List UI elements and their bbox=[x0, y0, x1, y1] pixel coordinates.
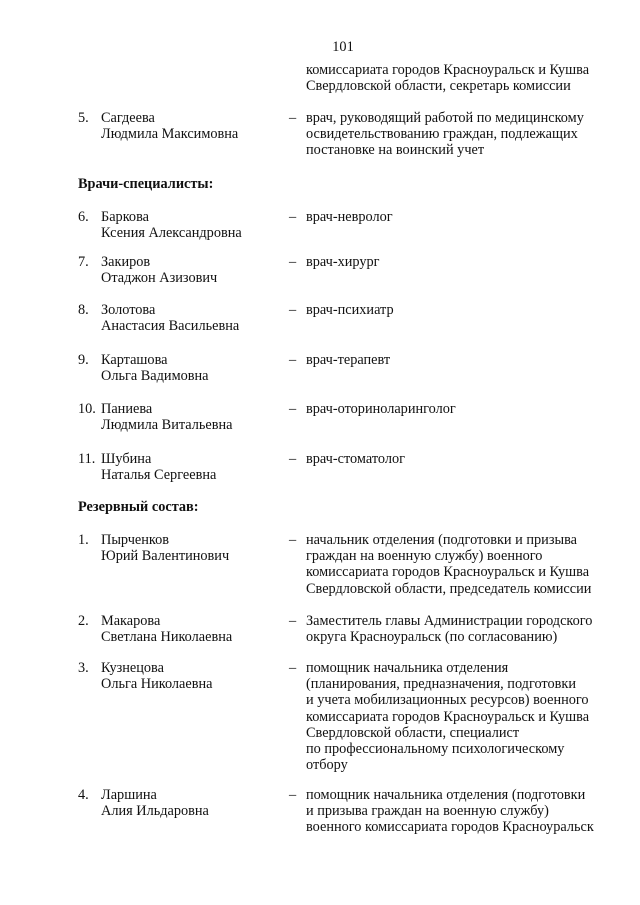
dash-separator: – bbox=[289, 660, 297, 676]
given-names: Ксения Александровна bbox=[101, 225, 242, 242]
given-names: Анастасия Васильевна bbox=[101, 318, 240, 335]
entry-number: 8. bbox=[78, 302, 89, 318]
role-line: постановке на воинский учет bbox=[306, 142, 485, 159]
dash-separator: – bbox=[289, 532, 297, 548]
dash-separator: – bbox=[289, 254, 297, 270]
surname: Золотова bbox=[101, 302, 156, 318]
entry-number: 3. bbox=[78, 660, 89, 676]
surname: Шубина bbox=[101, 451, 152, 467]
position-description bbox=[306, 302, 616, 318]
dash-separator: – bbox=[289, 110, 297, 126]
person-name bbox=[101, 401, 281, 433]
person-name bbox=[101, 787, 281, 819]
position-description bbox=[306, 532, 616, 597]
role-line: и учета мобилизационных ресурсов) военного bbox=[306, 692, 589, 709]
continuation-line: Свердловской области, секретарь комиссии bbox=[306, 78, 571, 95]
role-line: граждан на военную службу) военного bbox=[306, 548, 543, 565]
given-names: Людмила Максимовна bbox=[101, 126, 239, 143]
role-line: врач-стоматолог bbox=[306, 451, 405, 467]
person-name bbox=[101, 110, 281, 142]
given-names: Алия Ильдаровна bbox=[101, 803, 209, 820]
person-name bbox=[101, 532, 281, 564]
given-names: Ольга Вадимовна bbox=[101, 368, 209, 385]
given-names: Светлана Николаевна bbox=[101, 629, 233, 646]
continuation-text bbox=[306, 62, 616, 94]
dash-separator: – bbox=[289, 352, 297, 368]
dash-separator: – bbox=[289, 451, 297, 467]
position-description bbox=[306, 110, 616, 159]
section-heading-reserve: Резервный состав: bbox=[78, 499, 199, 515]
dash-separator: – bbox=[289, 787, 297, 803]
role-line: округа Красноуральск (по согласованию) bbox=[306, 629, 558, 646]
role-line: помощник начальника отделения (подготовки bbox=[306, 787, 586, 803]
entry-number: 2. bbox=[78, 613, 89, 629]
person-name bbox=[101, 451, 281, 483]
surname: Макарова bbox=[101, 613, 161, 629]
role-line: и призыва граждан на военную службу) bbox=[306, 803, 549, 820]
entry-number: 9. bbox=[78, 352, 89, 368]
surname: Карташова bbox=[101, 352, 168, 368]
surname: Закиров bbox=[101, 254, 151, 270]
surname: Пырченков bbox=[101, 532, 170, 548]
role-line: врач-оториноларинголог bbox=[306, 401, 456, 417]
role-line: военного комиссариата городов Красноуральск bbox=[306, 819, 594, 836]
role-line: освидетельствованию граждан, подлежащих bbox=[306, 126, 578, 143]
position-description bbox=[306, 209, 616, 225]
role-line: врач, руководящий работой по медицинскому bbox=[306, 110, 584, 126]
given-names: Отаджон Азизович bbox=[101, 270, 218, 287]
position-description bbox=[306, 352, 616, 368]
surname: Сагдеева bbox=[101, 110, 155, 126]
entry-number: 11. bbox=[78, 451, 96, 467]
person-name bbox=[101, 660, 281, 692]
role-line: Заместитель главы Администрации городского bbox=[306, 613, 593, 629]
position-description bbox=[306, 787, 616, 836]
entry-number: 1. bbox=[78, 532, 89, 548]
role-line: врач-психиатр bbox=[306, 302, 394, 318]
position-description bbox=[306, 660, 616, 773]
position-description bbox=[306, 401, 616, 417]
page-number: 101 bbox=[332, 39, 354, 55]
entry-number: 6. bbox=[78, 209, 89, 225]
person-name bbox=[101, 302, 281, 334]
surname: Кузнецова bbox=[101, 660, 164, 676]
role-line: по профессиональному психологическому bbox=[306, 741, 565, 758]
entry-number: 4. bbox=[78, 787, 89, 803]
role-line: врач-невролог bbox=[306, 209, 393, 225]
role-line: комиссариата городов Красноуральск и Кушва bbox=[306, 708, 590, 725]
given-names: Ольга Николаевна bbox=[101, 676, 213, 693]
role-line: врач-хирург bbox=[306, 254, 380, 270]
role-line: Свердловской области, председатель комиссии bbox=[306, 580, 592, 597]
position-description bbox=[306, 613, 616, 645]
role-line: (планирования, предназначения, подготовки bbox=[306, 676, 576, 693]
surname: Ларшина bbox=[101, 787, 157, 803]
role-line: помощник начальника отделения bbox=[306, 660, 509, 676]
entry-number: 5. bbox=[78, 110, 89, 126]
given-names: Юрий Валентинович bbox=[101, 548, 230, 565]
person-name bbox=[101, 613, 281, 645]
given-names: Наталья Сергеевна bbox=[101, 467, 217, 484]
section-heading-specialists: Врачи-специалисты: bbox=[78, 176, 214, 192]
entry-number: 7. bbox=[78, 254, 89, 270]
role-line: комиссариата городов Красноуральск и Кушва bbox=[306, 564, 590, 581]
dash-separator: – bbox=[289, 209, 297, 225]
role-line: врач-терапевт bbox=[306, 352, 391, 368]
continuation-line: комиссариата городов Красноуральск и Кушва bbox=[306, 62, 590, 78]
role-line: Свердловской области, специалист bbox=[306, 724, 520, 741]
entry-number: 10. bbox=[78, 401, 96, 417]
dash-separator: – bbox=[289, 613, 297, 629]
role-line: начальник отделения (подготовки и призыва bbox=[306, 532, 577, 548]
person-name bbox=[101, 352, 281, 384]
person-name bbox=[101, 209, 281, 241]
surname: Баркова bbox=[101, 209, 149, 225]
given-names: Людмила Витальевна bbox=[101, 417, 233, 434]
position-description bbox=[306, 451, 616, 467]
position-description bbox=[306, 254, 616, 270]
dash-separator: – bbox=[289, 302, 297, 318]
role-line: отбору bbox=[306, 757, 348, 774]
surname: Паниева bbox=[101, 401, 153, 417]
dash-separator: – bbox=[289, 401, 297, 417]
person-name bbox=[101, 254, 281, 286]
